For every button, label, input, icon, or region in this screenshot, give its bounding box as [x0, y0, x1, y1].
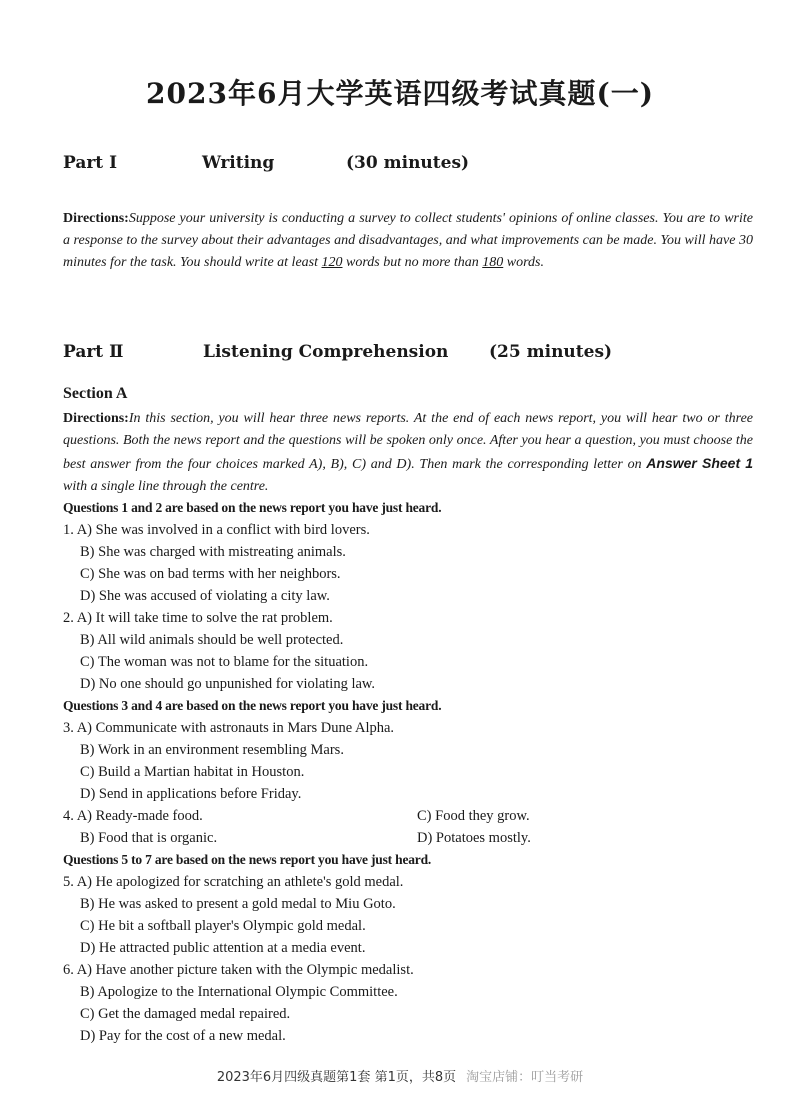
footer-page-info: 2023年6月四级真题第1套 第1页，共8页: [216, 1070, 457, 1085]
line-text: Questions 5 to 7 are based on the news report you have just heard.: [63, 852, 432, 867]
part-2-label: Part Ⅱ: [63, 342, 124, 362]
part-2-name: Listening Comprehension: [203, 342, 449, 362]
line-text: 3. A) Communicate with astronauts in Mars Dune Alpha.: [63, 720, 395, 736]
line-text: D) No one should go unpunished for violating law.: [80, 676, 376, 692]
answer-option: [63, 915, 763, 937]
part-2-time: (25 minutes): [489, 342, 613, 362]
part-1-time: (30 minutes): [346, 153, 470, 173]
page-title: 2023年6月大学英语四级考试真题(一): [146, 77, 654, 110]
answer-option: [63, 651, 763, 673]
question-group-heading: [63, 695, 763, 717]
answer-option: [63, 937, 763, 959]
directions-label: Directions:: [63, 211, 129, 226]
section-a-heading: Section A: [63, 385, 128, 402]
line-text: 5. A) He apologized for scratching an athlete's gold medal.: [63, 874, 404, 890]
line-text: B) He was asked to present a gold medal to Miu Goto.: [80, 896, 396, 912]
answer-option: [63, 1025, 763, 1047]
line-text: C) Build a Martian habitat in Houston.: [80, 764, 305, 780]
line-text: Questions 1 and 2 are based on the news report you have just heard.: [63, 500, 442, 515]
line-text: C) She was on bad terms with her neighbors.: [80, 566, 341, 582]
question-group-heading: [63, 849, 763, 871]
writing-directions-text: Suppose your university is conducting a survey to collect students' opinions of online classes. You are to write a response to the survey about their advantages and disadvantages, and what improvements can be made. You will have 30 minutes for the task. You should write at least: [63, 211, 753, 270]
min-word-count: 120: [321, 255, 343, 270]
answer-option: [63, 871, 763, 893]
line-text: C) He bit a softball player's Olympic gold medal.: [80, 918, 366, 934]
answer-option: [63, 827, 763, 849]
answer-option: [63, 893, 763, 915]
answer-option: [63, 717, 763, 739]
page-footer: [0, 1066, 800, 1085]
line-text: 2. A) It will take time to solve the rat problem.: [63, 610, 333, 626]
answer-option: [63, 519, 763, 541]
answer-option: [63, 783, 763, 805]
line-text: B) Work in an environment resembling Mars.: [80, 742, 344, 758]
answer-option: [63, 761, 763, 783]
line-text: D) Pay for the cost of a new medal.: [80, 1028, 286, 1044]
question-group-heading: [63, 497, 763, 519]
answer-option: [63, 1003, 763, 1025]
line-text: D) Send in applications before Friday.: [80, 786, 302, 802]
footer-shop-watermark: 淘宝店铺：叮当考研: [466, 1070, 584, 1085]
line-text: 1. A) She was involved in a conflict with bird lovers.: [63, 522, 370, 538]
writing-directions: [63, 208, 753, 274]
listening-directions: [63, 408, 753, 498]
line-text: D) He attracted public attention at a media event.: [80, 940, 366, 956]
line-text: Questions 3 and 4 are based on the news report you have just heard.: [63, 698, 442, 713]
writing-directions-mid: words but no more than: [342, 255, 483, 270]
part-1-label: Part Ⅰ: [63, 153, 118, 173]
answer-sheet-label: Answer Sheet 1: [646, 455, 753, 471]
answer-option: [63, 739, 763, 761]
answer-option: [63, 563, 763, 585]
answer-option: [63, 981, 763, 1003]
directions-label: Directions:: [63, 411, 129, 426]
line-text: C) Get the damaged medal repaired.: [80, 1006, 291, 1022]
answer-option-right-column: C) Food they grow.: [417, 808, 530, 824]
listening-directions-end: with a single line through the centre.: [63, 479, 269, 494]
line-text: B) She was charged with mistreating animals.: [80, 544, 346, 560]
max-word-count: 180: [482, 255, 504, 270]
writing-directions-end: words.: [503, 255, 544, 270]
answer-option-right-column: D) Potatoes mostly.: [417, 830, 531, 846]
answer-option: [63, 805, 763, 827]
part-1-name: Writing: [202, 153, 275, 173]
answer-option: [63, 607, 763, 629]
line-text: 4. A) Ready-made food.: [63, 808, 203, 824]
line-text: B) Food that is organic.: [80, 830, 218, 846]
line-text: D) She was accused of violating a city law.: [80, 588, 330, 604]
answer-option: [63, 541, 763, 563]
line-text: 6. A) Have another picture taken with the Olympic medalist.: [63, 962, 414, 978]
listening-directions-text: In this section, you will hear three news reports. At the end of each news report, you will hear two or three questions. Both the news report and the questions will be spoken only once. After you hear a question, you must choose the best answer from the four choices marked A), B), C) and D). Then mark the corresponding letter on: [63, 411, 753, 472]
line-text: C) The woman was not to blame for the situation.: [80, 654, 369, 670]
answer-option: [63, 673, 763, 695]
answer-option: [63, 959, 763, 981]
line-text: B) All wild animals should be well protected.: [80, 632, 344, 648]
answer-option: [63, 585, 763, 607]
line-text: B) Apologize to the International Olympic Committee.: [80, 984, 398, 1000]
answer-option: [63, 629, 763, 651]
question-list: [63, 497, 763, 1047]
